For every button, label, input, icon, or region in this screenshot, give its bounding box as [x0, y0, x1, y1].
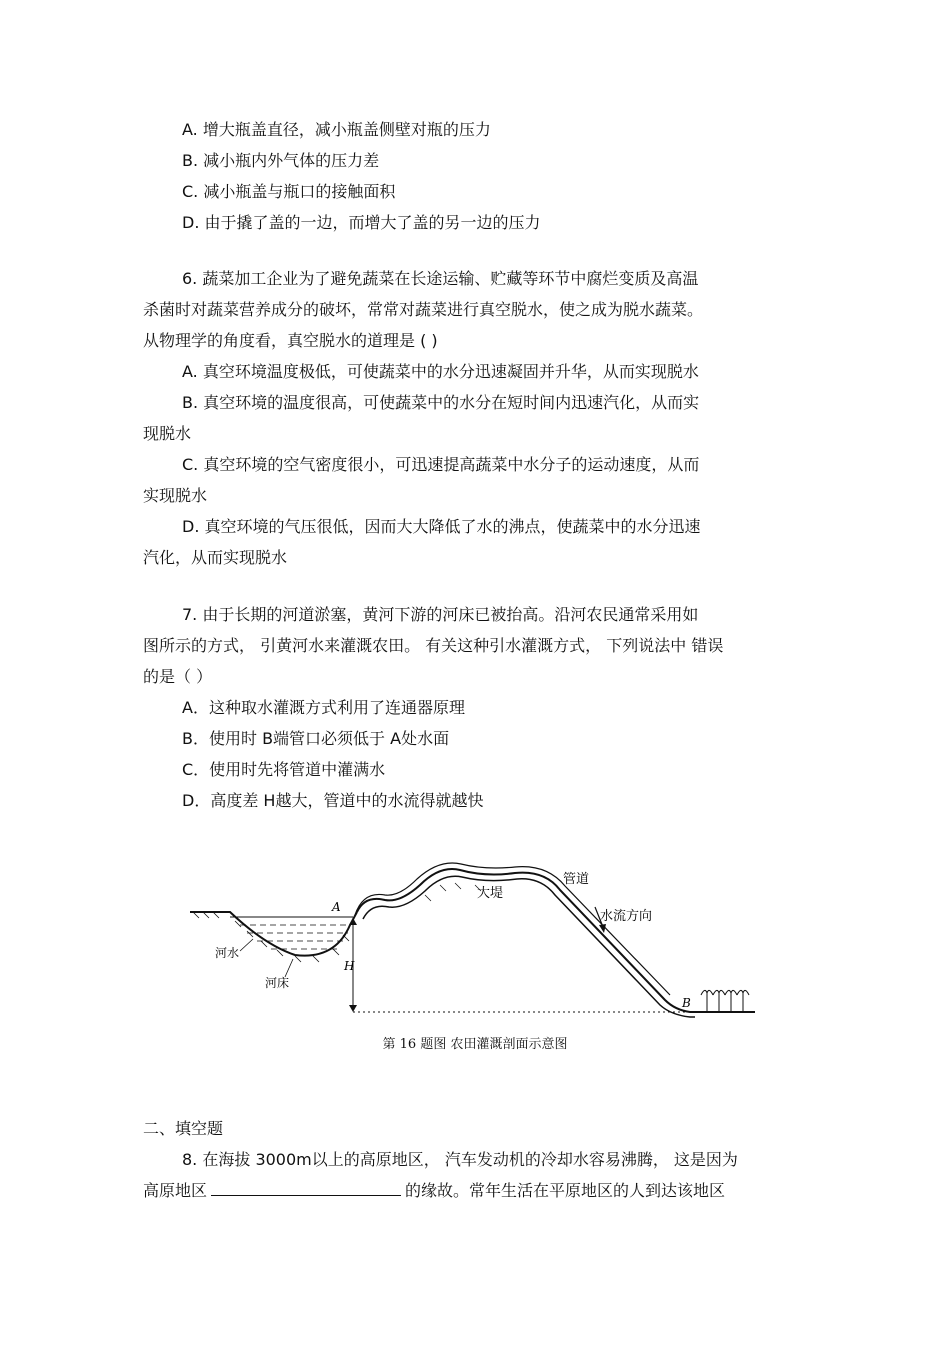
q8-line-2-after: 的缘故。常年生活在平原地区的人到达该地区	[405, 1181, 726, 1200]
q7-stem-line-1: 7. 由于长期的河道淤塞，黄河下游的河床已被抬高。沿河农民通常采用如	[182, 605, 699, 624]
q6-option-c: C. 真空环境的空气密度很小，可迅速提高蔬菜中水分子的运动速度，从而	[182, 455, 700, 474]
q6-stem-line-3: 从物理学的角度看，真空脱水的道理是 ( )	[143, 331, 438, 350]
label-b: B	[682, 996, 691, 1010]
label-flow: 水流方向	[600, 909, 653, 924]
q6-option-b: B. 真空环境的温度很高，可使蔬菜中的水分在短时间内迅速汽化，从而实	[182, 393, 700, 412]
answer-blank[interactable]	[211, 1181, 401, 1196]
q6-stem-line-2: 杀菌时对蔬菜营养成分的破坏，常常对蔬菜进行真空脱水，使之成为脱水蔬菜。	[143, 300, 704, 319]
q6-stem-line-1: 6. 蔬菜加工企业为了避免蔬菜在长途运输、贮藏等环节中腐烂变质及高温	[182, 269, 699, 288]
h-arrowhead-down	[349, 1005, 357, 1012]
q6-option-c-cont: 实现脱水	[143, 486, 208, 505]
irrigation-diagram	[185, 855, 775, 1025]
q7-stem-line-3: 的是（ ）	[143, 667, 213, 686]
q5-option-d: D. 由于撬了盖的一边，而增大了盖的另一边的压力	[182, 213, 541, 232]
pipe-outer	[355, 863, 670, 995]
label-river-water: 河水	[215, 946, 240, 960]
q7-option-d: D．高度差 H越大，管道中的水流得就越快	[182, 791, 484, 810]
leader-river-water	[240, 939, 253, 951]
dam-hatching	[425, 883, 481, 901]
q6-option-d: D. 真空环境的气压很低，因而大大降低了水的沸点，使蔬菜中的水分迅速	[182, 517, 701, 536]
label-pipe: 管道	[563, 872, 590, 887]
q6-option-d-cont: 汽化，从而实现脱水	[143, 548, 288, 567]
section-heading: 二、填空题	[143, 1119, 224, 1138]
pipe-inner	[363, 876, 695, 1017]
q7-option-b: B．使用时 B端管口必须低于 A处水面	[182, 729, 450, 748]
q7-option-c: C．使用时先将管道中灌满水	[182, 760, 386, 779]
q6-option-b-cont: 现脱水	[143, 424, 192, 443]
q7-stem-line-2: 图所示的方式， 引黄河水来灌溉农田。 有关这种引水灌溉方式， 下列说法中 错误	[143, 636, 724, 655]
water-dashes	[240, 925, 350, 949]
dam-outline	[357, 869, 755, 1012]
q8-line-1: 8. 在海拔 3000m以上的高原地区， 汽车发动机的冷却水容易沸腾， 这是因为	[182, 1150, 738, 1169]
figure-caption: 第 16 题图 农田灌溉剖面示意图	[382, 1037, 568, 1052]
crops-icon	[701, 990, 749, 1012]
label-river-bed: 河床	[265, 976, 290, 990]
label-a: A	[332, 900, 341, 914]
q8-line-2-before: 高原地区	[143, 1181, 208, 1200]
label-dam: 大堤	[477, 886, 504, 901]
leader-river-bed	[285, 959, 293, 977]
q6-option-a: A. 真空环境温度极低，可使蔬菜中的水分迅速凝固并升华，从而实现脱水	[182, 362, 699, 381]
q8-line-2	[143, 1180, 725, 1202]
q7-option-a: A．这种取水灌溉方式利用了连通器原理	[182, 698, 465, 717]
q5-option-b: B. 减小瓶内外气体的压力差	[182, 151, 380, 170]
q5-option-c: C. 减小瓶盖与瓶口的接触面积	[182, 182, 396, 201]
q5-option-a: A. 增大瓶盖直径，减小瓶盖侧壁对瓶的压力	[182, 120, 491, 139]
h-arrowhead-up	[349, 918, 357, 925]
label-h: H	[344, 959, 355, 973]
